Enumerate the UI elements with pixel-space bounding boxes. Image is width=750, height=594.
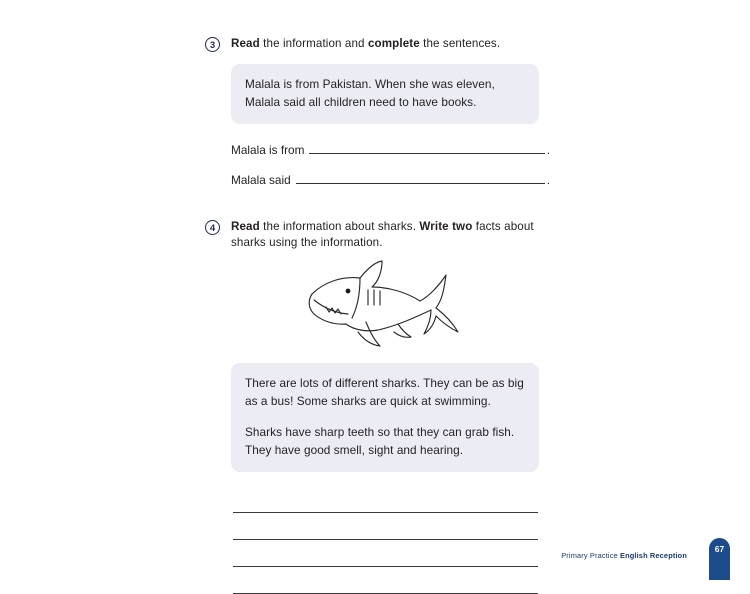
exercise-3-answer-row-2-blank[interactable] (296, 172, 545, 184)
exercise-4-instruction-mid-2: facts about sharks using the information. (231, 219, 534, 249)
exercise-4 (205, 219, 550, 594)
exercise-4-info-paragraph-2: Sharks have sharp teeth so that they can grab fish. They have good smell, sight and hearing. (245, 424, 515, 457)
shark-illustration-container (231, 260, 539, 357)
exercise-3-answer-row-1-period: . (546, 142, 550, 157)
exercise-3-answer-row-2 (231, 172, 550, 189)
footer-label (561, 551, 687, 560)
exercise-4-heading (205, 219, 550, 252)
exercise-3-heading (205, 36, 550, 53)
footer-brand: Primary Practice (561, 551, 620, 560)
exercise-4-answer-line-4[interactable] (233, 567, 538, 594)
exercise-3-info-paragraph: Malala is from Pakistan. When she was eleven, Malala said all children need to have books. (245, 76, 495, 109)
exercise-3-number-badge: 3 (205, 37, 220, 52)
page-number: 67 (714, 544, 725, 554)
footer-title: English Reception (620, 551, 687, 560)
exercise-4-instruction-word-write-two: Write two (419, 219, 473, 233)
exercise-3 (205, 36, 550, 189)
worksheet-content (205, 36, 550, 594)
shark-illustration (302, 260, 468, 352)
exercise-3-instruction-mid-1: the information and (259, 37, 368, 50)
exercise-4-instruction (231, 219, 550, 252)
exercise-3-instruction-mid-2: the sentences. (419, 37, 501, 50)
exercise-3-answer-row-1 (231, 142, 550, 159)
page-footer (530, 526, 750, 580)
exercise-4-answer-lines (233, 486, 538, 594)
exercise-3-instruction-word-complete: complete (367, 37, 420, 50)
page-number-tab (709, 538, 730, 580)
exercise-4-info-paragraph-1: There are lots of different sharks. They can be as big as a bus! Some sharks are quick at swimming. (245, 375, 524, 408)
exercise-4-answer-line-1[interactable] (233, 486, 538, 513)
exercise-4-answer-line-2[interactable] (233, 513, 538, 540)
exercise-3-answer-row-1-label: Malala is from (231, 142, 305, 157)
exercise-3-info-panel (231, 64, 539, 124)
exercise-3-answer-row-2-period: . (546, 172, 550, 187)
exercise-3-answer-row-1-blank[interactable] (309, 142, 544, 154)
exercise-4-answer-line-3[interactable] (233, 540, 538, 567)
exercise-3-instruction (231, 36, 500, 53)
exercise-4-number-badge: 4 (205, 220, 220, 235)
exercise-4-info-panel (231, 363, 539, 472)
exercise-3-instruction-word-read: Read (231, 37, 260, 50)
exercise-3-answer-row-2-label: Malala said (231, 172, 291, 187)
exercise-4-instruction-mid-1: the information about sharks. (259, 219, 420, 233)
exercise-4-instruction-word-read: Read (231, 219, 260, 233)
